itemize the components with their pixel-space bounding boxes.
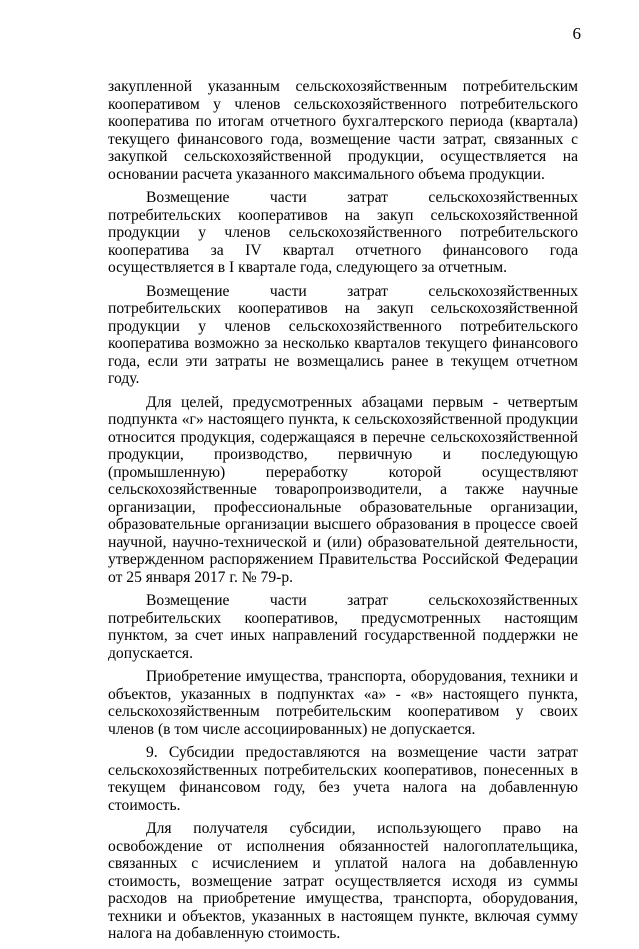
- paragraph-q4-reimbursement: Возмещение части затрат сельскохозяйственных потребительских кооперативов на закуп сельскохозяйственной продукции у членов сельскохозяйственного потребительского кооператива за IV квартал отчетного финансового года осуществляется в I квартале года, следующего за отчетным.: [108, 189, 578, 276]
- paragraph-vat-exemption: Для получателя субсидии, использующего право на освобождение от исполнения обязанностей налогоплательщика, связанных с исчислением и уплатой налога на добавленную стоимость, возмещение затрат осуществляется исходя из суммы расходов на приобретение имущества, транспорта, оборудования, техники и объектов, указанных в настоящем пункте, включая сумму налога на добавленную стоимость.: [108, 820, 578, 942]
- paragraph-item-9: 9. Субсидии предоставляются на возмещение части затрат сельскохозяйственных потребительских кооперативов, понесенных в текущем финансовом году, без учета налога на добавленную стоимость.: [108, 744, 578, 814]
- paragraph-no-double-support: Возмещение части затрат сельскохозяйственных потребительских кооперативов, предусмотренных настоящим пунктом, за счет иных направлений государственной поддержки не допускается.: [108, 592, 578, 662]
- page-number: 6: [572, 24, 581, 43]
- paragraph-continuation: закупленной указанным сельскохозяйственным потребительским кооперативом у членов сельскохозяйственного потребительского кооператива по итогам отчетного бухгалтерского периода (квартала) текущего финансового года, возмещение части затрат, связанных с закупкой сельскохозяйственной продукции, осуществляется на основании расчета указанного максимального объема продукции.: [108, 78, 578, 183]
- document-body: [108, 78, 578, 949]
- paragraph-multi-quarter-reimbursement: Возмещение части затрат сельскохозяйственных потребительских кооперативов на закуп сельскохозяйственной продукции у членов сельскохозяйственного потребительского кооператива возможно за несколько кварталов текущего финансового года, если эти затраты не возмещались ранее в текущем отчетном году.: [108, 282, 578, 387]
- paragraph-product-definition: Для целей, предусмотренных абзацами первым - четвертым подпункта «г» настоящего пункта, к сельскохозяйственной продукции относится продукция, содержащаяся в перечне сельскохозяйственной продукции, производство, первичную и последующую (промышленную) переработку которой осуществляют сельскохозяйственные товаропроизводители, а также научные организации, профессиональные образовательные организации, образовательные организации высшего образования в процессе своей научной, научно-технической и (или) образовательной деятельности, утвержденном распоряжением Правительства Российской Федерации от 25 января 2017 г. № 79-р.: [108, 393, 578, 586]
- paragraph-member-purchase-ban: Приобретение имущества, транспорта, оборудования, техники и объектов, указанных в подпунктах «а» - «в» настоящего пункта, сельскохозяйственным потребительским кооперативом у своих членов (в том числе ассоциированных) не допускается.: [108, 668, 578, 738]
